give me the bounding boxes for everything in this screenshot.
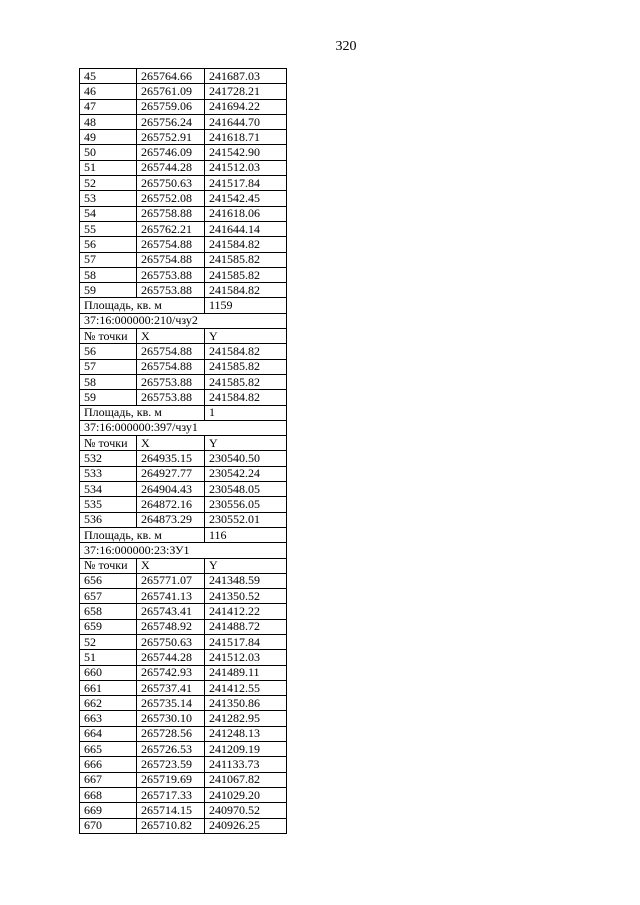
y-coordinate-cell: 240926.25 (205, 818, 287, 833)
point-number-cell: 666 (80, 757, 137, 772)
x-coordinate-cell: 265723.59 (137, 757, 205, 772)
table-row (80, 634, 287, 649)
y-coordinate-cell: 241517.84 (205, 634, 287, 649)
x-coordinate-cell: 265753.88 (137, 390, 205, 405)
parcel-heading-row (80, 313, 287, 328)
y-coordinate-cell: 241512.03 (205, 650, 287, 665)
y-coordinate-cell: 241412.22 (205, 604, 287, 619)
point-number-cell: 661 (80, 680, 137, 695)
point-number-cell: 658 (80, 604, 137, 619)
point-number-header: № точки (80, 329, 137, 344)
point-number-cell: 52 (80, 634, 137, 649)
area-value: 116 (205, 527, 287, 542)
x-coordinate-cell: 265746.09 (137, 145, 205, 160)
table-row (80, 160, 287, 175)
point-number-cell: 54 (80, 206, 137, 221)
y-coordinate-cell: 241542.90 (205, 145, 287, 160)
x-coordinate-cell: 265753.88 (137, 283, 205, 298)
point-number-cell: 667 (80, 772, 137, 787)
point-number-cell: 669 (80, 803, 137, 818)
parcel-id: 37:16:000000:397/чзу1 (80, 420, 287, 435)
y-coordinate-cell: 241618.71 (205, 130, 287, 145)
point-number-cell: 536 (80, 512, 137, 527)
x-header: X (137, 329, 205, 344)
y-coordinate-cell: 241694.22 (205, 99, 287, 114)
page-number: 320 (335, 39, 357, 54)
point-number-cell: 663 (80, 711, 137, 726)
y-coordinate-cell: 241728.21 (205, 84, 287, 99)
coordinates-table (79, 68, 287, 834)
y-coordinate-cell: 241584.82 (205, 283, 287, 298)
table-row (80, 711, 287, 726)
table-row (80, 726, 287, 741)
area-label: Площадь, кв. м (80, 527, 205, 542)
point-number-cell: 662 (80, 696, 137, 711)
x-coordinate-cell: 265730.10 (137, 711, 205, 726)
x-coordinate-cell: 265752.08 (137, 191, 205, 206)
x-coordinate-cell: 265758.88 (137, 206, 205, 221)
point-number-cell: 535 (80, 497, 137, 512)
x-coordinate-cell: 265742.93 (137, 665, 205, 680)
table-row (80, 650, 287, 665)
y-coordinate-cell: 241350.86 (205, 696, 287, 711)
y-coordinate-cell: 241350.52 (205, 589, 287, 604)
point-number-cell: 59 (80, 283, 137, 298)
y-coordinate-cell: 241209.19 (205, 742, 287, 757)
table-row (80, 619, 287, 634)
x-coordinate-cell: 265744.28 (137, 160, 205, 175)
x-coordinate-cell: 265762.21 (137, 221, 205, 236)
table-row (80, 176, 287, 191)
point-number-cell: 57 (80, 359, 137, 374)
point-number-cell: 665 (80, 742, 137, 757)
table-row (80, 390, 287, 405)
x-coordinate-cell: 265717.33 (137, 787, 205, 802)
table-row (80, 84, 287, 99)
x-coordinate-cell: 265754.88 (137, 344, 205, 359)
table-row (80, 803, 287, 818)
y-coordinate-cell: 241584.82 (205, 390, 287, 405)
point-number-cell: 656 (80, 573, 137, 588)
parcel-heading-row (80, 543, 287, 558)
point-number-cell: 533 (80, 466, 137, 481)
point-number-header: № точки (80, 436, 137, 451)
table-row (80, 482, 287, 497)
parcel-heading-row (80, 420, 287, 435)
table-row (80, 252, 287, 267)
point-number-cell: 46 (80, 84, 137, 99)
x-coordinate-cell: 265754.88 (137, 252, 205, 267)
table-row (80, 757, 287, 772)
x-coordinate-cell: 264872.16 (137, 497, 205, 512)
x-coordinate-cell: 265753.88 (137, 374, 205, 389)
y-coordinate-cell: 241517.84 (205, 176, 287, 191)
point-number-cell: 668 (80, 787, 137, 802)
table-row (80, 191, 287, 206)
point-number-cell: 51 (80, 160, 137, 175)
point-number-cell: 59 (80, 390, 137, 405)
table-row (80, 221, 287, 236)
point-number-cell: 58 (80, 267, 137, 282)
table-row (80, 237, 287, 252)
y-header: Y (205, 329, 287, 344)
y-header: Y (205, 558, 287, 573)
area-row (80, 527, 287, 542)
point-number-cell: 532 (80, 451, 137, 466)
table-row (80, 742, 287, 757)
point-number-cell: 56 (80, 237, 137, 252)
y-coordinate-cell: 241489.11 (205, 665, 287, 680)
table-row (80, 512, 287, 527)
y-coordinate-cell: 230540.50 (205, 451, 287, 466)
point-number-cell: 50 (80, 145, 137, 160)
point-number-cell: 51 (80, 650, 137, 665)
y-coordinate-cell: 241067.82 (205, 772, 287, 787)
y-coordinate-cell: 241644.14 (205, 221, 287, 236)
y-coordinate-cell: 241248.13 (205, 726, 287, 741)
x-coordinate-cell: 265750.63 (137, 634, 205, 649)
x-coordinate-cell: 264935.15 (137, 451, 205, 466)
x-coordinate-cell: 264873.29 (137, 512, 205, 527)
table-row (80, 130, 287, 145)
y-coordinate-cell: 241133.73 (205, 757, 287, 772)
y-coordinate-cell: 230556.05 (205, 497, 287, 512)
table-row (80, 497, 287, 512)
table-row (80, 344, 287, 359)
point-number-header: № точки (80, 558, 137, 573)
x-coordinate-cell: 265737.41 (137, 680, 205, 695)
table-row (80, 573, 287, 588)
area-label: Площадь, кв. м (80, 405, 205, 420)
y-coordinate-cell: 241348.59 (205, 573, 287, 588)
x-coordinate-cell: 265764.66 (137, 69, 205, 84)
table-row (80, 359, 287, 374)
point-number-cell: 57 (80, 252, 137, 267)
point-number-cell: 45 (80, 69, 137, 84)
table-row (80, 267, 287, 282)
y-coordinate-cell: 241584.82 (205, 344, 287, 359)
area-value: 1 (205, 405, 287, 420)
point-number-cell: 56 (80, 344, 137, 359)
column-header-row (80, 558, 287, 573)
point-number-cell: 49 (80, 130, 137, 145)
point-number-cell: 53 (80, 191, 137, 206)
y-coordinate-cell: 241512.03 (205, 160, 287, 175)
table-row (80, 206, 287, 221)
table-row (80, 466, 287, 481)
x-coordinate-cell: 265710.82 (137, 818, 205, 833)
x-coordinate-cell: 265756.24 (137, 114, 205, 129)
y-header: Y (205, 436, 287, 451)
area-label: Площадь, кв. м (80, 298, 205, 313)
y-coordinate-cell: 241687.03 (205, 69, 287, 84)
table-row (80, 604, 287, 619)
column-header-row (80, 436, 287, 451)
point-number-cell: 48 (80, 114, 137, 129)
x-coordinate-cell: 265748.92 (137, 619, 205, 634)
point-number-cell: 657 (80, 589, 137, 604)
point-number-cell: 58 (80, 374, 137, 389)
point-number-cell: 47 (80, 99, 137, 114)
table-row (80, 99, 287, 114)
x-coordinate-cell: 265753.88 (137, 267, 205, 282)
y-coordinate-cell: 241412.55 (205, 680, 287, 695)
point-number-cell: 659 (80, 619, 137, 634)
x-coordinate-cell: 265735.14 (137, 696, 205, 711)
area-value: 1159 (205, 298, 287, 313)
x-coordinate-cell: 265743.41 (137, 604, 205, 619)
x-coordinate-cell: 265741.13 (137, 589, 205, 604)
point-number-cell: 55 (80, 221, 137, 236)
x-coordinate-cell: 265728.56 (137, 726, 205, 741)
y-coordinate-cell: 241585.82 (205, 267, 287, 282)
table-row (80, 374, 287, 389)
point-number-cell: 670 (80, 818, 137, 833)
y-coordinate-cell: 241644.70 (205, 114, 287, 129)
y-coordinate-cell: 241585.82 (205, 359, 287, 374)
table-row (80, 451, 287, 466)
table-row (80, 772, 287, 787)
y-coordinate-cell: 230548.05 (205, 482, 287, 497)
x-coordinate-cell: 265714.15 (137, 803, 205, 818)
y-coordinate-cell: 241542.45 (205, 191, 287, 206)
y-coordinate-cell: 241488.72 (205, 619, 287, 634)
x-coordinate-cell: 265752.91 (137, 130, 205, 145)
x-coordinate-cell: 264904.43 (137, 482, 205, 497)
x-coordinate-cell: 265719.69 (137, 772, 205, 787)
x-coordinate-cell: 265759.06 (137, 99, 205, 114)
x-coordinate-cell: 265750.63 (137, 176, 205, 191)
x-coordinate-cell: 265726.53 (137, 742, 205, 757)
y-coordinate-cell: 241282.95 (205, 711, 287, 726)
table-row (80, 283, 287, 298)
x-coordinate-cell: 265744.28 (137, 650, 205, 665)
point-number-cell: 534 (80, 482, 137, 497)
x-coordinate-cell: 265754.88 (137, 359, 205, 374)
table-row (80, 696, 287, 711)
x-coordinate-cell: 264927.77 (137, 466, 205, 481)
x-header: X (137, 436, 205, 451)
area-row (80, 405, 287, 420)
table-row (80, 69, 287, 84)
y-coordinate-cell: 241585.82 (205, 252, 287, 267)
x-header: X (137, 558, 205, 573)
x-coordinate-cell: 265754.88 (137, 237, 205, 252)
y-coordinate-cell: 240970.52 (205, 803, 287, 818)
y-coordinate-cell: 230552.01 (205, 512, 287, 527)
column-header-row (80, 329, 287, 344)
point-number-cell: 660 (80, 665, 137, 680)
y-coordinate-cell: 241618.06 (205, 206, 287, 221)
y-coordinate-cell: 241029.20 (205, 787, 287, 802)
x-coordinate-cell: 265771.07 (137, 573, 205, 588)
table-row (80, 787, 287, 802)
table-row (80, 818, 287, 833)
x-coordinate-cell: 265761.09 (137, 84, 205, 99)
table-row (80, 665, 287, 680)
parcel-id: 37:16:000000:210/чзу2 (80, 313, 287, 328)
area-row (80, 298, 287, 313)
y-coordinate-cell: 241584.82 (205, 237, 287, 252)
point-number-cell: 52 (80, 176, 137, 191)
point-number-cell: 664 (80, 726, 137, 741)
parcel-id: 37:16:000000:23:ЗУ1 (80, 543, 287, 558)
y-coordinate-cell: 241585.82 (205, 374, 287, 389)
y-coordinate-cell: 230542.24 (205, 466, 287, 481)
table-row (80, 114, 287, 129)
table-row (80, 680, 287, 695)
table-row (80, 145, 287, 160)
table-row (80, 589, 287, 604)
